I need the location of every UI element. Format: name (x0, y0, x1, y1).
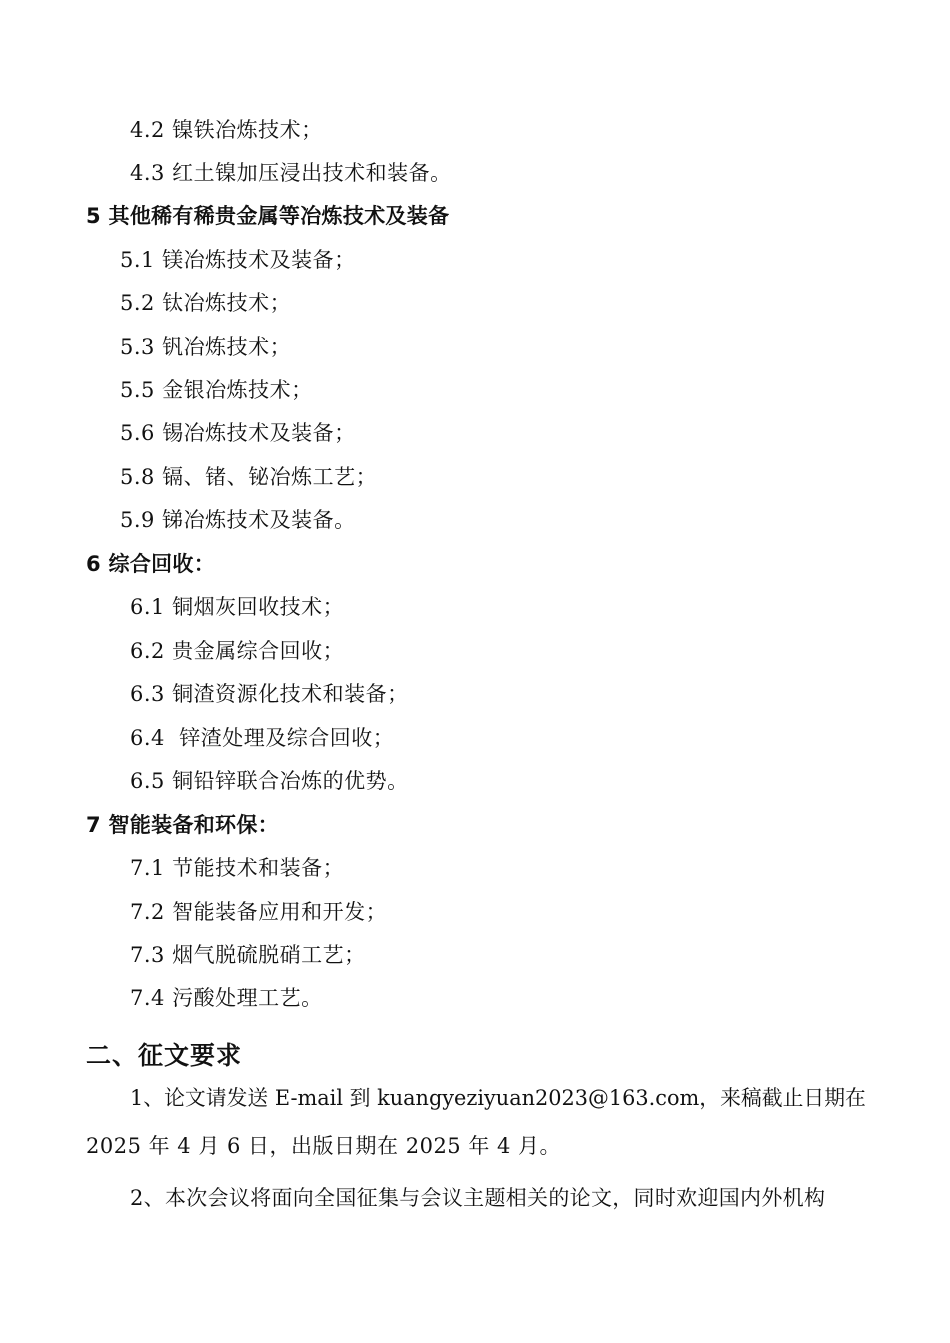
list-item-5-2: 5.2 钛冶炼技术； (120, 291, 292, 315)
list-item-7-2: 7.2 智能装备应用和开发； (130, 900, 388, 924)
list-item-5-3: 5.3 钒冶炼技术； (120, 335, 292, 359)
list-item-5-8: 5.8 镉、锗、铋冶炼工艺； (120, 465, 378, 489)
list-item-5-9: 5.9 锑冶炼技术及装备。 (120, 508, 356, 532)
list-item-4-2: 4.2 镍铁冶炼技术； (130, 118, 323, 142)
list-item-7-3: 7.3 烟气脱硫脱硝工艺； (130, 943, 366, 967)
requirements-paragraph-1-line-1: 1、论文请发送 E-mail 到 kuangyeziyuan2023@163.com，来稿截止日期在 (130, 1086, 866, 1110)
section-5-heading: 5 其他稀有稀贵金属等冶炼技术及装备 (86, 204, 450, 228)
list-item-6-4: 6.4 锌渣处理及综合回收； (130, 726, 395, 750)
list-item-7-1: 7.1 节能技术和装备； (130, 856, 345, 880)
requirements-paragraph-2-line-1: 2、本次会议将面向全国征集与会议主题相关的论文，同时欢迎国内外机构 (130, 1186, 826, 1210)
list-item-6-3: 6.3 铜渣资源化技术和装备； (130, 682, 409, 706)
requirements-title: 二、征文要求 (86, 1041, 243, 1070)
list-item-6-5: 6.5 铜铅锌联合冶炼的优势。 (130, 769, 409, 793)
list-item-5-1: 5.1 镁冶炼技术及装备； (120, 248, 356, 272)
list-item-6-2: 6.2 贵金属综合回收； (130, 639, 345, 663)
list-item-5-6: 5.6 锡冶炼技术及装备； (120, 421, 356, 445)
list-item-7-4: 7.4 污酸处理工艺。 (130, 986, 323, 1010)
section-6-heading: 6 综合回收： (86, 552, 216, 576)
requirements-paragraph-1-line-2: 2025 年 4 月 6 日，出版日期在 2025 年 4 月。 (86, 1134, 562, 1158)
list-item-6-1: 6.1 铜烟灰回收技术； (130, 595, 345, 619)
list-item-5-5: 5.5 金银冶炼技术； (120, 378, 313, 402)
list-item-4-3: 4.3 红土镍加压浸出技术和装备。 (130, 161, 452, 185)
section-7-heading: 7 智能装备和环保： (86, 813, 279, 837)
